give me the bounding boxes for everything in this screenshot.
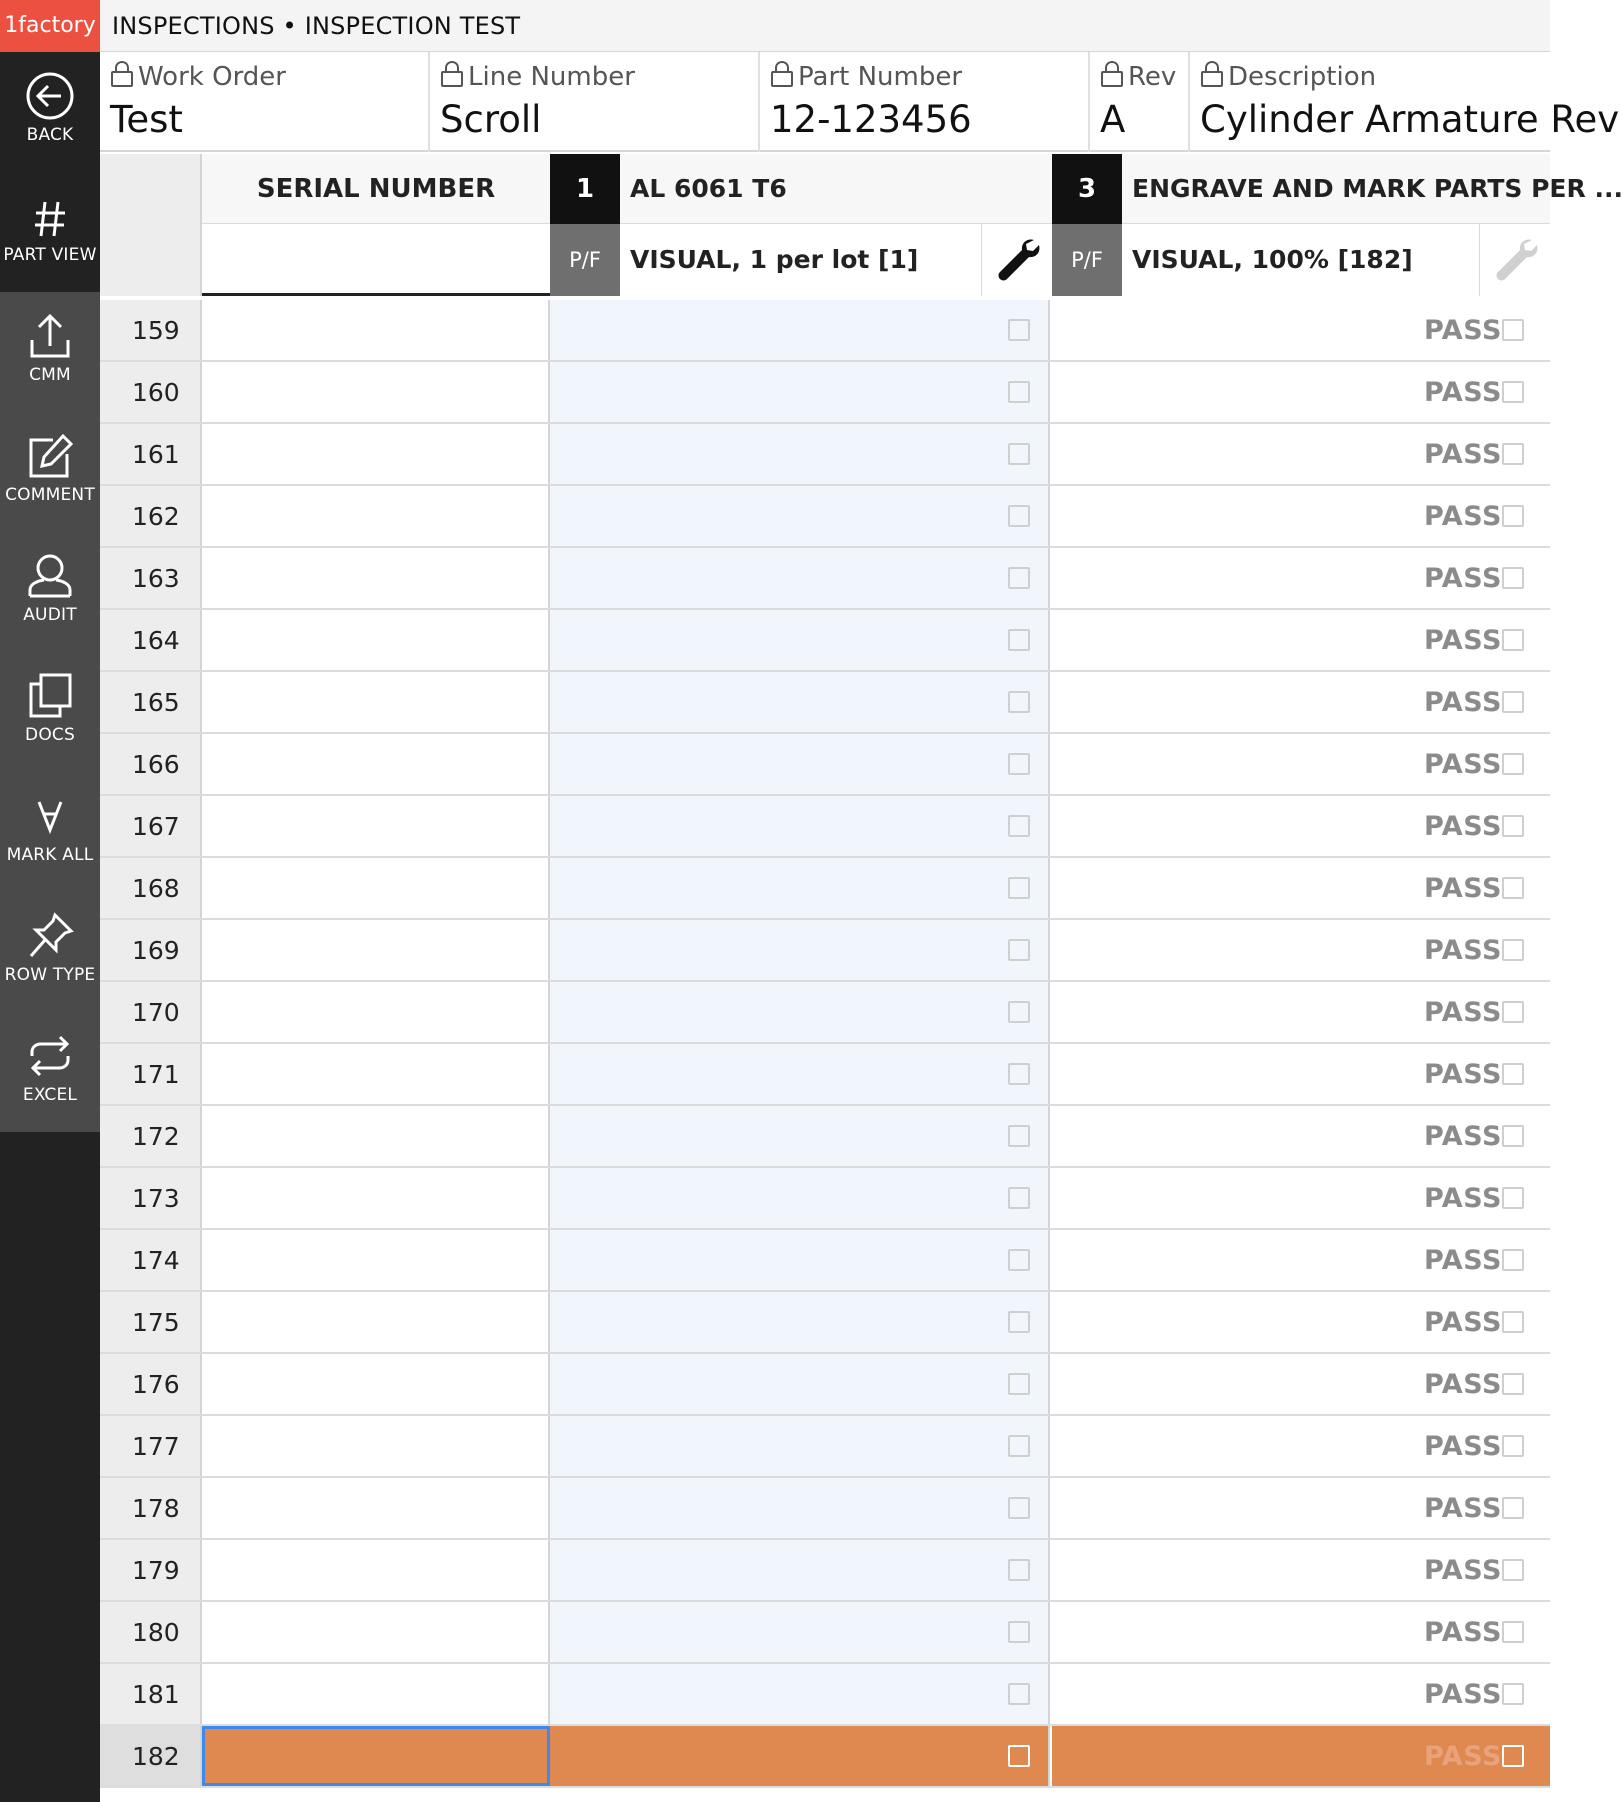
lock-icon	[1200, 60, 1224, 88]
description-label-row	[1200, 60, 1376, 92]
characteristic-3-checkbox[interactable]	[1502, 877, 1524, 899]
characteristic-1-method: VISUAL, 1 per lot [1]	[620, 224, 982, 296]
top-bar	[0, 0, 1550, 52]
serial-number-cell[interactable]	[202, 1168, 550, 1228]
table-row[interactable]	[100, 1478, 1550, 1540]
characteristic-3-method: VISUAL, 100% [182]	[1122, 224, 1480, 296]
docs-button[interactable]	[0, 652, 100, 772]
work-order-value: Test	[110, 98, 183, 141]
table-row[interactable]	[100, 1044, 1550, 1106]
serial-number-subheader	[202, 224, 550, 296]
characteristic-3-tool-button[interactable]	[1480, 224, 1550, 296]
characteristic-3-cell[interactable]	[1052, 1292, 1550, 1352]
serial-number-cell[interactable]	[202, 858, 550, 918]
characteristic-1-checkbox[interactable]	[1008, 877, 1030, 899]
row-number: 177	[100, 1416, 202, 1476]
characteristic-1-checkbox[interactable]	[1008, 1559, 1030, 1581]
pass-label: PASS	[1424, 1369, 1502, 1400]
pass-label: PASS	[1424, 749, 1502, 780]
characteristic-3-checkbox[interactable]	[1502, 629, 1524, 651]
characteristic-1-number[interactable]: 1	[550, 154, 620, 224]
characteristic-3-cell[interactable]	[1052, 796, 1550, 856]
characteristic-3-checkbox[interactable]	[1502, 1311, 1524, 1333]
row-number: 173	[100, 1168, 202, 1228]
pass-label: PASS	[1424, 687, 1502, 718]
characteristic-3-checkbox[interactable]	[1502, 815, 1524, 837]
characteristic-3-cell[interactable]	[1052, 1478, 1550, 1538]
row-number: 168	[100, 858, 202, 918]
serial-number-cell[interactable]	[202, 1106, 550, 1166]
comment-label: COMMENT	[5, 485, 95, 505]
table-row[interactable]	[100, 548, 1550, 610]
wrench-icon	[1494, 236, 1538, 282]
breadcrumb: INSPECTIONS • INSPECTION TEST	[112, 12, 521, 40]
pass-label: PASS	[1424, 1493, 1502, 1524]
row-number: 159	[100, 300, 202, 360]
characteristic-1-cell[interactable]	[550, 1168, 1050, 1228]
serial-number-cell[interactable]	[202, 1540, 550, 1600]
characteristic-1-checkbox[interactable]	[1008, 381, 1030, 403]
characteristic-3-checkbox[interactable]	[1502, 443, 1524, 465]
serial-number-cell[interactable]	[202, 796, 550, 856]
characteristic-3-checkbox[interactable]	[1502, 1435, 1524, 1457]
sidebar	[0, 52, 100, 1802]
pin-icon	[25, 910, 75, 962]
table-row[interactable]	[100, 858, 1550, 920]
characteristic-3-checkbox[interactable]	[1502, 1621, 1524, 1643]
part-number-label-row	[770, 60, 962, 92]
pass-label: PASS	[1424, 1679, 1502, 1710]
row-number: 166	[100, 734, 202, 794]
row-number: 174	[100, 1230, 202, 1290]
characteristic-1-cell[interactable]	[550, 1416, 1050, 1476]
characteristic-1-cell[interactable]	[550, 1044, 1050, 1104]
characteristic-3-cell[interactable]	[1052, 920, 1550, 980]
characteristic-3-cell[interactable]	[1052, 300, 1550, 360]
table-row[interactable]	[100, 486, 1550, 548]
table-row[interactable]	[100, 300, 1550, 362]
characteristic-1-cell[interactable]	[550, 1292, 1050, 1352]
cmm-label: CMM	[29, 365, 71, 385]
pass-label: PASS	[1424, 1121, 1502, 1152]
row-number: 169	[100, 920, 202, 980]
serial-number-cell[interactable]	[202, 548, 550, 608]
characteristic-1-cell[interactable]	[550, 1354, 1050, 1414]
characteristic-1-checkbox[interactable]	[1008, 1311, 1030, 1333]
pass-label: PASS	[1424, 377, 1502, 408]
characteristic-1-cell[interactable]	[550, 982, 1050, 1042]
pass-label: PASS	[1424, 1617, 1502, 1648]
characteristic-3-cell[interactable]	[1052, 858, 1550, 918]
row-number: 178	[100, 1478, 202, 1538]
serial-number-cell[interactable]	[202, 1354, 550, 1414]
inspection-grid	[100, 300, 1550, 1802]
pass-label: PASS	[1424, 1059, 1502, 1090]
characteristic-3-checkbox[interactable]	[1502, 1187, 1524, 1209]
back-button[interactable]	[0, 52, 100, 172]
characteristic-1-cell[interactable]	[550, 796, 1050, 856]
part-view-label: PART VIEW	[3, 245, 97, 265]
row-number: 181	[100, 1664, 202, 1724]
characteristic-1-checkbox[interactable]	[1008, 691, 1030, 713]
lock-icon	[770, 60, 794, 88]
characteristic-1-checkbox[interactable]	[1008, 505, 1030, 527]
characteristic-3-cell[interactable]	[1052, 1044, 1550, 1104]
pass-label: PASS	[1424, 935, 1502, 966]
rev-value: A	[1100, 98, 1126, 141]
table-row[interactable]	[100, 1106, 1550, 1168]
row-number: 176	[100, 1354, 202, 1414]
hash-icon	[25, 190, 75, 242]
characteristic-1-title[interactable]: AL 6061 T6	[620, 154, 1052, 224]
characteristic-3-checkbox[interactable]	[1502, 1063, 1524, 1085]
characteristic-1-cell[interactable]	[550, 734, 1050, 794]
characteristic-1-checkbox[interactable]	[1008, 753, 1030, 775]
row-number: 179	[100, 1540, 202, 1600]
pass-label: PASS	[1424, 563, 1502, 594]
work-order-field	[100, 52, 430, 152]
row-number: 182	[100, 1726, 202, 1786]
pass-label: PASS	[1424, 625, 1502, 656]
mark-all-label: MARK ALL	[6, 845, 94, 865]
row-type-button[interactable]	[0, 892, 100, 1012]
pass-label: PASS	[1424, 1183, 1502, 1214]
pass-label: PASS	[1424, 873, 1502, 904]
characteristic-3-cell[interactable]	[1052, 1664, 1550, 1724]
characteristic-1-cell[interactable]	[550, 362, 1050, 422]
characteristic-1-cell[interactable]	[550, 486, 1050, 546]
characteristic-1-cell[interactable]	[550, 1540, 1050, 1600]
pass-label: PASS	[1424, 1307, 1502, 1338]
lock-icon	[110, 60, 134, 88]
characteristic-3-cell[interactable]	[1052, 1416, 1550, 1476]
work-order-label: Work Order	[138, 62, 286, 92]
lock-icon	[440, 60, 464, 88]
pass-label: PASS	[1424, 1555, 1502, 1586]
characteristic-3-checkbox[interactable]	[1502, 1683, 1524, 1705]
serial-number-cell[interactable]	[202, 672, 550, 732]
pass-label: PASS	[1424, 997, 1502, 1028]
line-number-field	[430, 52, 760, 152]
serial-number-cell[interactable]	[202, 1478, 550, 1538]
row-number: 164	[100, 610, 202, 670]
part-view-button[interactable]	[0, 172, 100, 292]
comment-button[interactable]	[0, 412, 100, 532]
characteristic-1-cell[interactable]	[550, 1230, 1050, 1290]
characteristic-1-tool-button[interactable]	[982, 224, 1052, 296]
characteristic-3-checkbox[interactable]	[1502, 319, 1524, 341]
characteristic-1-cell[interactable]	[550, 920, 1050, 980]
table-row[interactable]	[100, 796, 1550, 858]
table-row[interactable]	[100, 1168, 1550, 1230]
table-row[interactable]	[100, 1292, 1550, 1354]
part-number-value: 12-123456	[770, 98, 972, 141]
characteristic-1-checkbox[interactable]	[1008, 629, 1030, 651]
row-type-label: ROW TYPE	[4, 965, 96, 985]
characteristic-1-checkbox[interactable]	[1008, 1745, 1030, 1767]
rev-label: Rev	[1128, 62, 1177, 92]
characteristic-3-checkbox[interactable]	[1502, 691, 1524, 713]
characteristic-1-cell[interactable]	[550, 1478, 1050, 1538]
mark-all-button[interactable]	[0, 772, 100, 892]
characteristic-1-checkbox[interactable]	[1008, 1497, 1030, 1519]
repeat-arrows-icon	[25, 1030, 75, 1082]
characteristic-1-checkbox[interactable]	[1008, 1683, 1030, 1705]
rev-field	[1090, 52, 1190, 152]
characteristic-3-cell[interactable]	[1052, 548, 1550, 608]
table-row[interactable]	[100, 610, 1550, 672]
table-row[interactable]	[100, 672, 1550, 734]
back-arrow-circle-icon	[25, 70, 75, 122]
pass-label: PASS	[1424, 1741, 1502, 1772]
row-number: 167	[100, 796, 202, 856]
serial-number-cell[interactable]	[202, 1664, 550, 1724]
serial-number-cell[interactable]	[202, 362, 550, 422]
table-row[interactable]	[100, 1540, 1550, 1602]
characteristic-1-checkbox[interactable]	[1008, 1063, 1030, 1085]
wrench-icon	[996, 236, 1040, 282]
serial-number-cell[interactable]	[202, 734, 550, 794]
table-row[interactable]	[100, 362, 1550, 424]
characteristic-3-checkbox[interactable]	[1502, 1745, 1524, 1767]
table-row[interactable]	[100, 1416, 1550, 1478]
characteristic-3-checkbox[interactable]	[1502, 381, 1524, 403]
characteristic-1-cell[interactable]	[550, 1106, 1050, 1166]
characteristic-3-cell[interactable]	[1052, 672, 1550, 732]
characteristic-1-checkbox[interactable]	[1008, 443, 1030, 465]
characteristic-3-checkbox[interactable]	[1502, 1001, 1524, 1023]
characteristic-3-cell[interactable]	[1052, 610, 1550, 670]
characteristic-1-cell[interactable]	[550, 548, 1050, 608]
pass-label: PASS	[1424, 811, 1502, 842]
table-row[interactable]	[100, 1602, 1550, 1664]
characteristic-1-checkbox[interactable]	[1008, 815, 1030, 837]
characteristic-1-checkbox[interactable]	[1008, 1435, 1030, 1457]
characteristic-1-checkbox[interactable]	[1008, 1249, 1030, 1271]
table-row[interactable]	[100, 1664, 1550, 1726]
serial-number-cell[interactable]	[202, 1230, 550, 1290]
characteristic-1-cell[interactable]	[550, 672, 1050, 732]
characteristic-3-cell[interactable]	[1052, 734, 1550, 794]
characteristic-3-cell[interactable]	[1052, 1726, 1550, 1786]
row-number: 162	[100, 486, 202, 546]
characteristic-1-checkbox[interactable]	[1008, 1621, 1030, 1643]
characteristic-1-checkbox[interactable]	[1008, 1001, 1030, 1023]
row-number: 165	[100, 672, 202, 732]
documents-icon	[25, 670, 75, 722]
characteristic-1-type: P/F	[550, 224, 620, 296]
characteristic-3-cell[interactable]	[1052, 486, 1550, 546]
characteristic-3-cell[interactable]	[1052, 1540, 1550, 1600]
app-logo[interactable]: 1factory	[0, 0, 100, 52]
characteristic-3-cell[interactable]	[1052, 982, 1550, 1042]
row-number: 175	[100, 1292, 202, 1352]
serial-number-cell[interactable]	[202, 486, 550, 546]
characteristic-1-cell[interactable]	[550, 1602, 1050, 1662]
characteristic-3-cell[interactable]	[1052, 1354, 1550, 1414]
serial-number-cell[interactable]	[202, 1416, 550, 1476]
line-number-value: Scroll	[440, 98, 542, 141]
pass-label: PASS	[1424, 1245, 1502, 1276]
row-number: 180	[100, 1602, 202, 1662]
serial-number-cell[interactable]	[202, 610, 550, 670]
excel-label: EXCEL	[22, 1085, 78, 1105]
for-all-icon	[25, 790, 75, 842]
line-number-label: Line Number	[468, 62, 635, 92]
row-number: 172	[100, 1106, 202, 1166]
characteristic-3-checkbox[interactable]	[1502, 567, 1524, 589]
table-row[interactable]	[100, 1354, 1550, 1416]
table-row[interactable]	[100, 1230, 1550, 1292]
info-header	[100, 52, 1620, 152]
characteristic-1-cell[interactable]	[550, 610, 1050, 670]
table-row[interactable]	[100, 734, 1550, 796]
characteristic-3-cell[interactable]	[1052, 424, 1550, 484]
part-number-label: Part Number	[798, 62, 963, 92]
audit-button[interactable]	[0, 532, 100, 652]
description-label: Description	[1228, 62, 1377, 92]
pass-label: PASS	[1424, 315, 1502, 346]
characteristic-3-cell[interactable]	[1052, 1602, 1550, 1662]
row-number: 170	[100, 982, 202, 1042]
characteristic-3-checkbox[interactable]	[1502, 1125, 1524, 1147]
serial-number-cell[interactable]	[202, 920, 550, 980]
serial-number-cell[interactable]	[202, 300, 550, 360]
serial-number-cell[interactable]	[202, 1602, 550, 1662]
characteristic-1-cell[interactable]	[550, 424, 1050, 484]
characteristic-1-cell[interactable]	[550, 858, 1050, 918]
characteristic-3-checkbox[interactable]	[1502, 1249, 1524, 1271]
rev-label-row	[1100, 60, 1176, 92]
characteristic-3-checkbox[interactable]	[1502, 1497, 1524, 1519]
characteristic-3-number[interactable]: 3	[1052, 154, 1122, 224]
table-row[interactable]	[100, 920, 1550, 982]
characteristic-3-checkbox[interactable]	[1502, 939, 1524, 961]
row-number: 171	[100, 1044, 202, 1104]
characteristic-1-checkbox[interactable]	[1008, 939, 1030, 961]
pass-label: PASS	[1424, 501, 1502, 532]
user-icon	[25, 550, 75, 602]
characteristic-1-cell[interactable]	[550, 1664, 1050, 1724]
description-field	[1190, 52, 1620, 152]
serial-number-cell[interactable]	[202, 982, 550, 1042]
characteristic-3-cell[interactable]	[1052, 362, 1550, 422]
serial-number-header[interactable]: SERIAL NUMBER	[202, 154, 550, 224]
row-number: 163	[100, 548, 202, 608]
serial-number-cell[interactable]	[202, 1726, 550, 1786]
cmm-button[interactable]	[0, 292, 100, 412]
serial-number-cell[interactable]	[202, 1292, 550, 1352]
characteristic-1-cell[interactable]	[550, 300, 1050, 360]
pass-label: PASS	[1424, 1431, 1502, 1462]
line-number-label-row	[440, 60, 635, 92]
row-number: 160	[100, 362, 202, 422]
characteristic-1-cell[interactable]	[550, 1726, 1050, 1786]
characteristic-1-checkbox[interactable]	[1008, 1125, 1030, 1147]
edit-icon	[25, 430, 75, 482]
table-row[interactable]	[100, 982, 1550, 1044]
characteristic-3-checkbox[interactable]	[1502, 1559, 1524, 1581]
docs-label: DOCS	[25, 725, 75, 745]
pass-label: PASS	[1424, 439, 1502, 470]
work-order-label-row	[110, 60, 286, 92]
characteristic-3-checkbox[interactable]	[1502, 753, 1524, 775]
characteristic-1-checkbox[interactable]	[1008, 567, 1030, 589]
upload-icon	[25, 310, 75, 362]
lock-icon	[1100, 60, 1124, 88]
table-row[interactable]	[100, 424, 1550, 486]
excel-button[interactable]	[0, 1012, 100, 1132]
characteristic-3-checkbox[interactable]	[1502, 505, 1524, 527]
characteristic-3-cell[interactable]	[1052, 1168, 1550, 1228]
description-value: Cylinder Armature Rev	[1200, 98, 1620, 141]
characteristic-1-checkbox[interactable]	[1008, 1373, 1030, 1395]
serial-number-cell[interactable]	[202, 424, 550, 484]
table-row[interactable]	[100, 1726, 1550, 1788]
characteristic-3-title[interactable]: ENGRAVE AND MARK PARTS PER ...	[1122, 154, 1550, 224]
characteristic-1-checkbox[interactable]	[1008, 319, 1030, 341]
audit-label: AUDIT	[23, 605, 77, 625]
part-number-field	[760, 52, 1090, 152]
characteristic-1-checkbox[interactable]	[1008, 1187, 1030, 1209]
characteristic-3-cell[interactable]	[1052, 1106, 1550, 1166]
back-label: BACK	[26, 125, 74, 145]
serial-number-cell[interactable]	[202, 1044, 550, 1104]
characteristic-3-type: P/F	[1052, 224, 1122, 296]
characteristic-3-checkbox[interactable]	[1502, 1373, 1524, 1395]
row-number-header	[100, 154, 202, 296]
row-number: 161	[100, 424, 202, 484]
characteristic-3-cell[interactable]	[1052, 1230, 1550, 1290]
